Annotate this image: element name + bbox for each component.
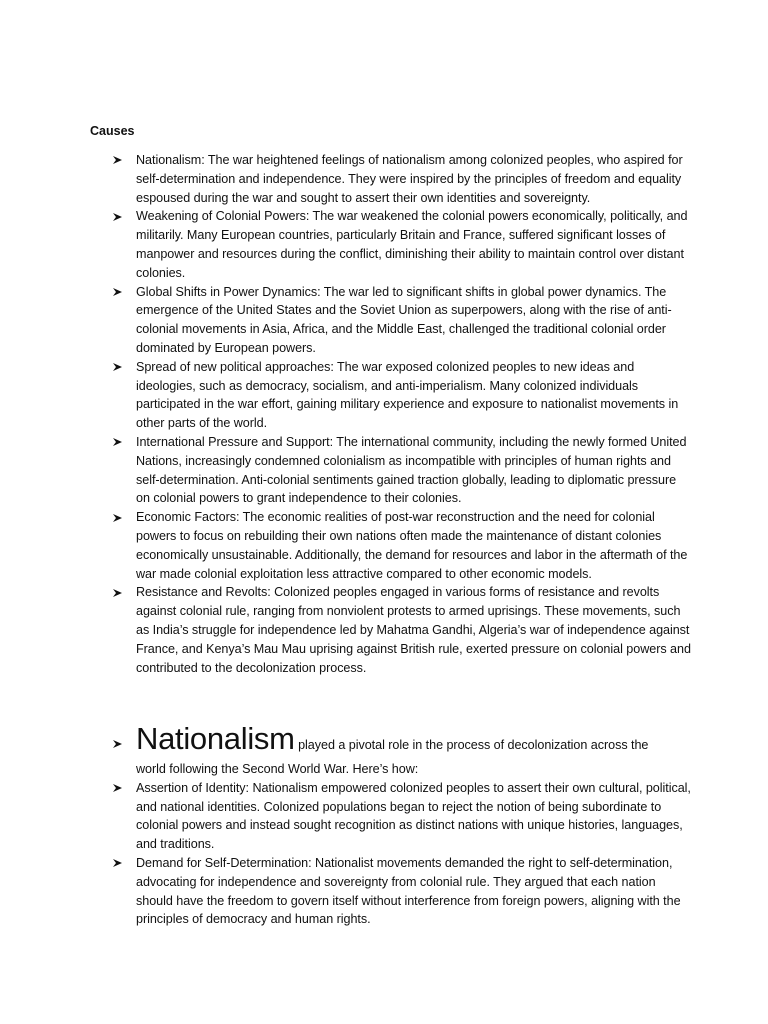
list-item-text: Spread of new political approaches: The war exposed colonized peoples to new ideas and ideologies, such as democracy, socialism, and anti-imperialism. Many colonized individuals participated in the war effort, gaining military experience and exposure to nationalist movements in other parts of the world. (136, 359, 679, 431)
list-item-economic-factors (112, 508, 692, 583)
nationalism-first-line (136, 721, 692, 757)
list-item-global-shifts (112, 283, 692, 358)
list-item-text: Demand for Self-Determination: Nationalist movements demanded the right to self-determination, advocating for independence and sovereignty from colonial rule. They argued that each nation should have the freedom to govern itself without interference from foreign powers, aligning with the principles of democracy and human rights. (136, 855, 681, 927)
list-item-nationalism-intro (112, 721, 692, 779)
list-item-text: Economic Factors: The economic realities of post-war reconstruction and the need for colonial powers to focus on rebuilding their own nations often made the maintenance of distant colonies economically unsustainable. Additionally, the demand for resources and labor in the aftermath of the war made colonial exploitation less attractive compared to other economic models. (136, 510, 688, 581)
list-item-resistance-revolts (112, 583, 692, 677)
section-heading-causes: Causes (90, 124, 135, 138)
nationalism-list (112, 721, 692, 929)
arrow-bullet-icon (112, 583, 126, 602)
arrow-bullet-icon (112, 735, 126, 754)
arrow-bullet-icon (112, 433, 126, 452)
list-item-self-determination (112, 854, 692, 929)
nationalism-intro-continuation: world following the Second World War. Here’s how: (136, 762, 419, 776)
list-item-weakening-colonial-powers (112, 207, 692, 282)
nationalism-large-word: Nationalism (136, 721, 295, 756)
causes-list (112, 151, 692, 677)
list-item-text: Weakening of Colonial Powers: The war weakened the colonial powers economically, politically, and militarily. Many European countries, particularly Britain and France, suffered significant losses of manpower and resources during the conflict, diminishing their ability to maintain control over distant colonies. (136, 209, 688, 280)
arrow-bullet-icon (112, 207, 126, 226)
list-item-political-approaches (112, 358, 692, 433)
list-item-nationalism-cause (112, 151, 692, 207)
arrow-bullet-icon (112, 854, 126, 873)
arrow-bullet-icon (112, 508, 126, 527)
list-item-text: Global Shifts in Power Dynamics: The war led to significant shifts in global power dynamics. The emergence of the United States and the Soviet Union as superpowers, along with the rise of anti-colonial movements in Asia, Africa, and the Middle East, challenged the traditional colonial order dominated by European powers. (136, 284, 672, 355)
list-item-text: Resistance and Revolts: Colonized peoples engaged in various forms of resistance and revolts against colonial rule, ranging from nonviolent protests to armed uprisings. These movements, such as India’s struggle for independence led by Mahatma Gandhi, Algeria’s war of independence against France, and Kenya’s Mau Mau uprising against British rule, exerted pressure on colonial powers and contributed to the decolonization process. (136, 585, 691, 675)
nationalism-intro-text: played a pivotal role in the process of decolonization across the (294, 738, 649, 752)
arrow-bullet-icon (112, 779, 126, 798)
list-item-assertion-of-identity (112, 779, 692, 854)
arrow-bullet-icon (112, 283, 126, 302)
arrow-bullet-icon (112, 151, 126, 170)
list-item-international-pressure (112, 433, 692, 508)
list-item-text: Nationalism: The war heightened feelings of nationalism among colonized peoples, who aspired for self-determination and independence. They were inspired by the principles of freedom and equality espoused during the war and sought to assert their own identities and sovereignty. (136, 153, 683, 205)
arrow-bullet-icon (112, 358, 126, 377)
list-item-text: International Pressure and Support: The international community, including the newly formed United Nations, increasingly condemned colonialism as incompatible with principles of human rights and self-determination. Anti-colonial sentiments gained traction globally, leading to diplomatic pressure on colonial powers to grant independence to their colonies. (136, 434, 687, 506)
list-item-text: Assertion of Identity: Nationalism empowered colonized peoples to assert their own cultural, political, and national identities. Colonized populations began to reject the notion of being subordinate to colonial powers and instead sought recognition as distinct nations with unique histories, languages, and traditions. (136, 780, 691, 852)
